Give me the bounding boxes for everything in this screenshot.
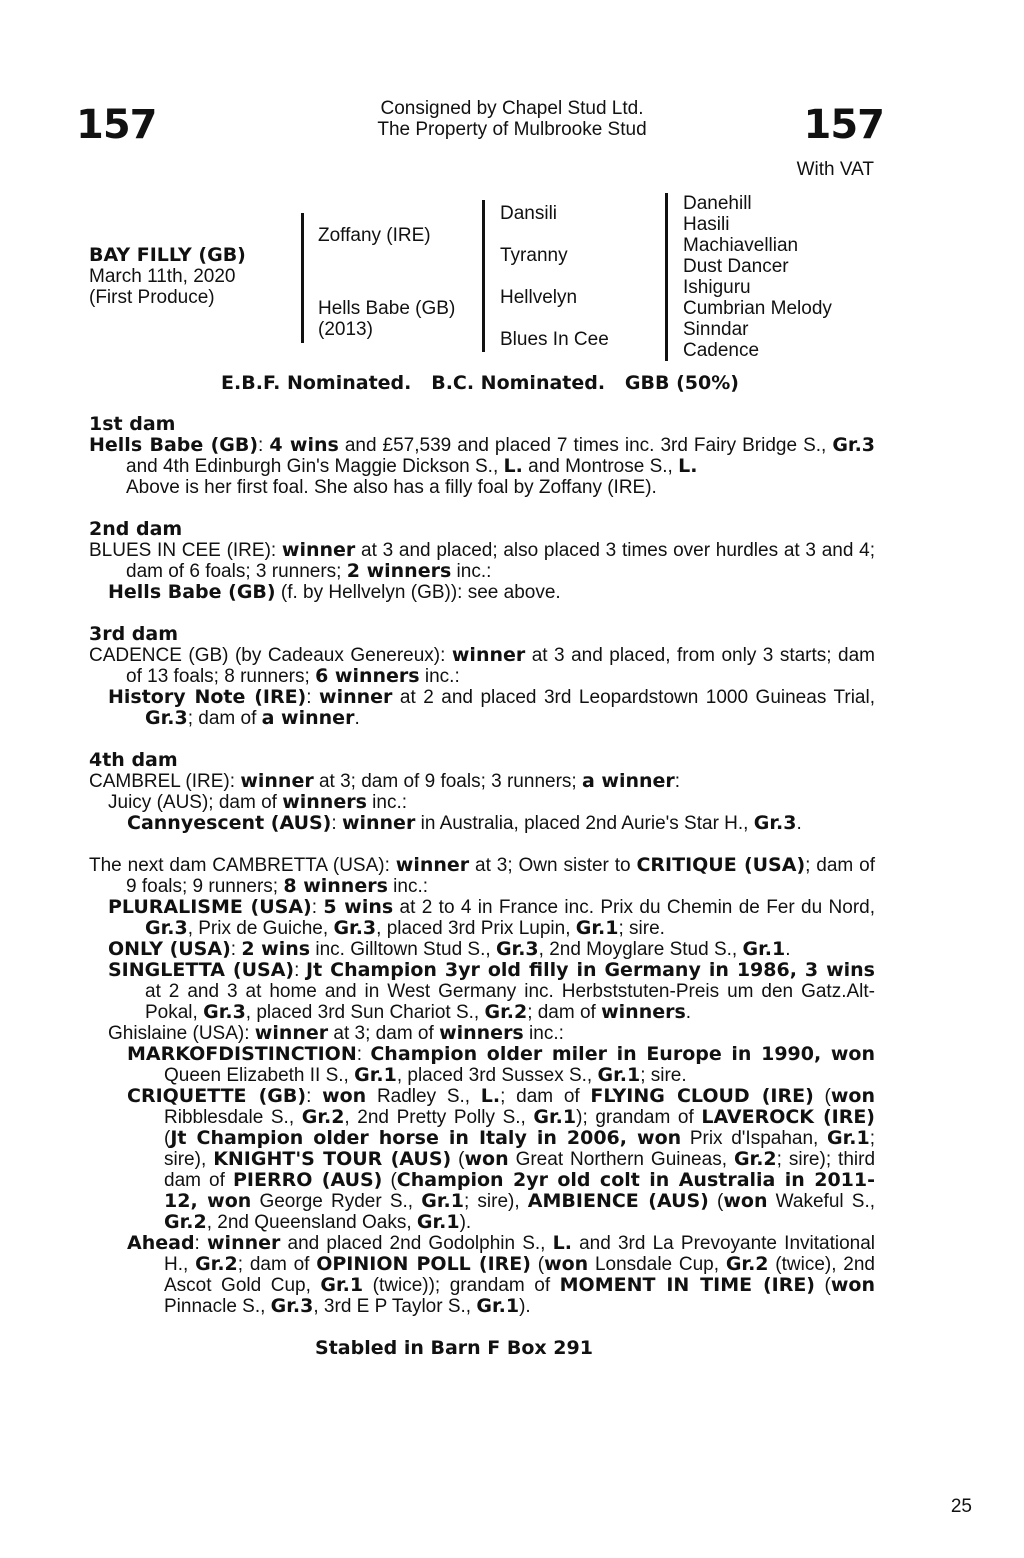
text: :	[230, 939, 242, 960]
bold-text: Gr.1	[476, 1295, 520, 1317]
text: Juicy (AUS); dam of	[108, 792, 283, 813]
text: Prix d'Ispahan,	[681, 1128, 828, 1149]
bold-text: 2 winners	[346, 560, 452, 582]
bold-text: Gr.1	[354, 1064, 397, 1086]
bold-text: winner	[451, 644, 526, 666]
bold-text: Gr.2	[301, 1106, 345, 1128]
bold-text: AMBIENCE (AUS)	[527, 1190, 709, 1212]
first-dam-foals: Above is her first foal. She also has a filly foal by Zoffany (IRE).	[126, 477, 657, 498]
text: and £57,539 and placed 7 times inc. 3rd Fairy Bridge S.,	[338, 435, 833, 456]
catalogue-body	[89, 414, 875, 1359]
text: ).	[459, 1212, 472, 1233]
nominations: E.B.F. Nominated. B.C. Nominated. GBB (50%)	[221, 372, 739, 394]
bold-text: Cannyescent (AUS)	[127, 812, 332, 834]
text: ).	[519, 1296, 531, 1317]
bold-text: MARKOFDISTINCTION	[127, 1043, 357, 1065]
text: at 3; dam of 9 foals; 3 runners;	[313, 771, 582, 792]
page-number: 25	[950, 1496, 972, 1517]
dam-dam: Blues In Cee	[500, 329, 609, 350]
bold-text: winners	[282, 791, 367, 813]
text: Lonsdale Cup,	[588, 1254, 726, 1275]
text: and 3rd La Prevoyante Invitational H.,	[164, 1233, 876, 1275]
gen3-ancestor: Hasili	[683, 214, 730, 235]
bold-text: FLYING CLOUD (IRE)	[590, 1085, 814, 1107]
text: (	[815, 1275, 831, 1296]
second-dam-produce	[89, 582, 875, 603]
third-dam-heading: 3rd dam	[89, 623, 179, 645]
text: in Australia, placed 2nd Aurie's Star H.,	[415, 813, 754, 834]
bold-text: a winner	[581, 770, 675, 792]
text: :	[194, 1233, 207, 1254]
bold-text: Gr.1	[421, 1190, 464, 1212]
bold-text: Gr.2	[195, 1253, 238, 1275]
dam-sire: Hellvelyn	[500, 287, 578, 308]
bold-text: Gr.2	[484, 1001, 528, 1023]
sire: Zoffany (IRE)	[318, 225, 431, 246]
text: ; sire); third dam of	[164, 1149, 876, 1191]
text: inc.:	[523, 1023, 564, 1044]
bold-text: winner	[281, 539, 356, 561]
text: Ribblesdale S.,	[164, 1107, 302, 1128]
bold-text: winner	[319, 686, 393, 708]
text: Wakeful S.,	[767, 1191, 876, 1212]
bold-text: Gr.2	[725, 1253, 769, 1275]
dam: Hells Babe (GB)	[318, 298, 456, 319]
text: :	[306, 687, 320, 708]
text: CAMBREL (IRE):	[89, 771, 241, 792]
bold-text: Gr.1	[827, 1127, 870, 1149]
next-dam-grandproduce-3	[89, 1233, 875, 1317]
bold-text: MOMENT IN TIME (IRE)	[559, 1274, 815, 1296]
property-of: The Property of Mulbrooke Stud	[377, 119, 647, 140]
text: , placed 3rd Sussex S.,	[396, 1065, 598, 1086]
text: and 4th Edinburgh Gin's Maggie Dickson S.,	[126, 456, 504, 477]
bold-text: 5 wins	[323, 896, 394, 918]
text: at 3 and placed, from only 3 starts; dam of 13 foals; 8 runners;	[126, 645, 875, 687]
next-dam-produce-4	[89, 1023, 875, 1044]
bold-text: Gr.1	[597, 1064, 641, 1086]
first-dam-heading: 1st dam	[89, 413, 176, 435]
text: (	[382, 1170, 397, 1191]
sire-dam: Tyranny	[500, 245, 568, 266]
bold-text: KNIGHT'S TOUR (AUS)	[213, 1148, 452, 1170]
bold-text: SINGLETTA (USA)	[108, 959, 295, 981]
text: (f. by Hellvelyn (GB)): see above.	[275, 582, 561, 603]
bold-text: Gr.3	[270, 1295, 314, 1317]
text: ; dam of	[187, 708, 262, 729]
text: .	[354, 708, 360, 729]
text: BLUES IN CEE (IRE):	[89, 540, 282, 561]
bold-text: Gr.1	[533, 1106, 577, 1128]
text: ; dam of 9 foals; 9 runners;	[126, 855, 875, 897]
bold-text: Gr.3	[495, 938, 539, 960]
text: at 2 and placed 3rd Leopardstown 1000 Guineas Trial,	[392, 687, 875, 708]
bold-text: CRIQUETTE (GB)	[127, 1085, 307, 1107]
lot-number-left: 157	[76, 102, 157, 148]
text: :	[311, 897, 324, 918]
bold-text: Gr.3	[145, 707, 188, 729]
text: (	[530, 1254, 545, 1275]
text: ; dam of	[237, 1254, 317, 1275]
bold-text: a winner	[261, 707, 355, 729]
bold-text: Jt Champion older horse in Italy in 2006, won	[170, 1127, 682, 1149]
next-dam-grandproduce-1	[89, 1044, 875, 1086]
fourth-dam-record	[89, 771, 875, 792]
bold-text: won	[830, 1274, 876, 1296]
text: ); grandam of	[576, 1107, 702, 1128]
text: :	[258, 435, 270, 456]
bold-text: Gr.1	[742, 938, 786, 960]
gen3-ancestor: Danehill	[683, 193, 752, 214]
fourth-dam-grandproduce	[89, 813, 875, 834]
bold-text: Hells Babe (GB)	[108, 581, 276, 603]
bold-text: 8 winners	[283, 875, 388, 897]
bold-text: Jt Champion 3yr old filly in Germany in 1986, 3 wins	[306, 959, 875, 981]
text: inc. Gilltown Stud S.,	[310, 939, 496, 960]
text: :	[356, 1044, 371, 1065]
text: ; sire.	[618, 918, 665, 939]
consignor-block	[0, 98, 1024, 140]
text: inc.:	[451, 561, 492, 582]
bold-text: Champion 2yr old colt in Australia in 2011-12, won	[164, 1169, 875, 1212]
sire-sire: Dansili	[500, 203, 558, 224]
horse-note: (First Produce)	[89, 287, 215, 308]
bold-text: Gr.3	[832, 434, 876, 456]
text: (	[451, 1149, 465, 1170]
text: :	[306, 1086, 323, 1107]
next-dam-produce-1	[89, 897, 875, 939]
bold-text: 4 wins	[269, 434, 339, 456]
bold-text: Gr.3	[203, 1001, 246, 1023]
bold-text: winners	[601, 1001, 686, 1023]
next-dam-produce-2	[89, 939, 875, 960]
text: :	[674, 771, 681, 792]
text: , 2nd Moyglare Stud S.,	[538, 939, 743, 960]
vat-status: With VAT	[796, 159, 874, 180]
bold-text: winner	[341, 812, 416, 834]
bold-text: Champion older miler in Europe in 1990, won	[370, 1043, 875, 1065]
next-dam-produce-3	[89, 960, 875, 1023]
consigned-by: Consigned by Chapel Stud Ltd.	[380, 98, 644, 119]
text: (twice)); grandam of	[363, 1275, 560, 1296]
bold-text: Gr.1	[575, 917, 619, 939]
text: at 2 to 4 in France inc. Prix du Chemin de Fer du Nord,	[393, 897, 875, 918]
bold-text: Gr.2	[733, 1148, 777, 1170]
text: ; dam of	[500, 1086, 591, 1107]
gen3-ancestor: Cadence	[683, 340, 760, 361]
text: at 3; dam of	[328, 1023, 440, 1044]
bold-text: winner	[254, 1022, 329, 1044]
text: :	[331, 813, 342, 834]
fourth-dam-heading: 4th dam	[89, 749, 178, 771]
bold-text: Gr.3	[145, 917, 188, 939]
text: :	[294, 960, 307, 981]
bold-text: won	[464, 1148, 509, 1170]
text: ; sire),	[164, 1128, 875, 1170]
text: , 2nd Pretty Polly S.,	[344, 1107, 534, 1128]
bold-text: won	[544, 1253, 589, 1275]
bold-text: 6 winners	[315, 665, 420, 687]
pedigree-bracket-1	[301, 213, 304, 343]
bold-text: Gr.3	[753, 812, 797, 834]
text: and Montrose S.,	[522, 456, 679, 477]
horse-dob: March 11th, 2020	[89, 266, 236, 287]
horse-info	[89, 245, 246, 308]
third-dam-produce	[89, 687, 875, 729]
first-dam-record	[89, 435, 875, 477]
bold-text: winner	[240, 770, 314, 792]
text: , 3rd E P Taylor S.,	[313, 1296, 477, 1317]
text: inc.:	[366, 792, 408, 813]
bold-text: winner	[395, 854, 470, 876]
next-dam-grandproduce-2	[89, 1086, 875, 1233]
bold-text: Hells Babe (GB)	[89, 434, 259, 456]
dam-year: (2013)	[318, 319, 373, 340]
bold-text: History Note (IRE)	[108, 686, 307, 708]
text: Pinnacle S.,	[164, 1296, 271, 1317]
bold-text: 2 wins	[241, 938, 311, 960]
bold-text: L.	[552, 1232, 572, 1254]
text: at 3 and placed; also placed 3 times over hurdles at 3 and 4; dam of 6 foals; 3 runners;	[126, 540, 875, 582]
text: and placed 2nd Godolphin S.,	[280, 1233, 553, 1254]
text: ; sire),	[463, 1191, 528, 1212]
second-dam-record	[89, 540, 875, 582]
text: Radley S.,	[366, 1086, 481, 1107]
gen3-ancestor: Sinndar	[683, 319, 749, 340]
stabled-location: Stabled in Barn F Box 291	[315, 1337, 593, 1359]
text: , placed 3rd Sun Chariot S.,	[245, 1002, 485, 1023]
text: George Ryder S.,	[251, 1191, 422, 1212]
text: (	[708, 1191, 724, 1212]
text: at 2 and 3 at home and in West Germany inc. Herbststuten-Preis um den Gatz.Alt-Pokal,	[145, 981, 875, 1023]
gen3-ancestor: Machiavellian	[683, 235, 799, 256]
text: ; dam of	[527, 1002, 602, 1023]
text: (twice), 2nd Ascot Gold Cup,	[164, 1254, 876, 1296]
bold-text: winners	[439, 1022, 524, 1044]
bold-text: won	[830, 1085, 875, 1107]
bold-text: winner	[207, 1232, 281, 1254]
pedigree-bracket-2	[482, 200, 485, 352]
text: Great Northern Guineas,	[508, 1149, 734, 1170]
text: CADENCE (GB) (by Cadeaux Genereux):	[89, 645, 452, 666]
gen3-ancestor: Cumbrian Melody	[683, 298, 832, 319]
bold-text: OPINION POLL (IRE)	[316, 1253, 531, 1275]
text: .	[785, 939, 791, 960]
bold-text: LAVEROCK (IRE)	[701, 1106, 875, 1128]
second-dam-heading: 2nd dam	[89, 518, 183, 540]
fourth-dam-produce	[89, 792, 875, 813]
text: (	[164, 1128, 171, 1149]
text: The next dam CAMBRETTA (USA):	[89, 855, 396, 876]
text: ; sire.	[640, 1065, 687, 1086]
bold-text: PIERRO (AUS)	[232, 1169, 383, 1191]
gen3-ancestor: Ishiguru	[683, 277, 751, 298]
bold-text: L.	[678, 455, 698, 477]
text: at 3; Own sister to	[469, 855, 637, 876]
next-dam-record	[89, 855, 875, 897]
text: (	[813, 1086, 831, 1107]
bold-text: CRITIQUE (USA)	[636, 854, 806, 876]
lot-number-right: 157	[803, 102, 884, 148]
bold-text: PLURALISME (USA)	[108, 896, 312, 918]
pedigree-gen3	[683, 193, 832, 361]
bold-text: Gr.1	[320, 1274, 364, 1296]
bold-text: won	[322, 1085, 367, 1107]
gen3-ancestor: Dust Dancer	[683, 256, 789, 277]
bold-text: Gr.1	[416, 1211, 460, 1233]
bold-text: Ahead	[127, 1232, 195, 1254]
text: , Prix de Guiche,	[187, 918, 334, 939]
pedigree-bracket-3	[665, 193, 668, 361]
text: , placed 3rd Prix Lupin,	[376, 918, 576, 939]
text: .	[796, 813, 802, 834]
bold-text: won	[723, 1190, 768, 1212]
text: inc.:	[419, 666, 460, 687]
bold-text: Gr.3	[333, 917, 377, 939]
text: , 2nd Queensland Oaks,	[206, 1212, 417, 1233]
text: inc.:	[387, 876, 429, 897]
text: Ghislaine (USA):	[108, 1023, 255, 1044]
bold-text: ONLY (USA)	[108, 938, 231, 960]
bold-text: L.	[480, 1085, 501, 1107]
third-dam-record	[89, 645, 875, 687]
horse-name: BAY FILLY (GB)	[89, 244, 246, 266]
text: .	[685, 1002, 692, 1023]
bold-text: L.	[503, 455, 523, 477]
bold-text: Gr.2	[164, 1211, 207, 1233]
text: Queen Elizabeth II S.,	[164, 1065, 355, 1086]
